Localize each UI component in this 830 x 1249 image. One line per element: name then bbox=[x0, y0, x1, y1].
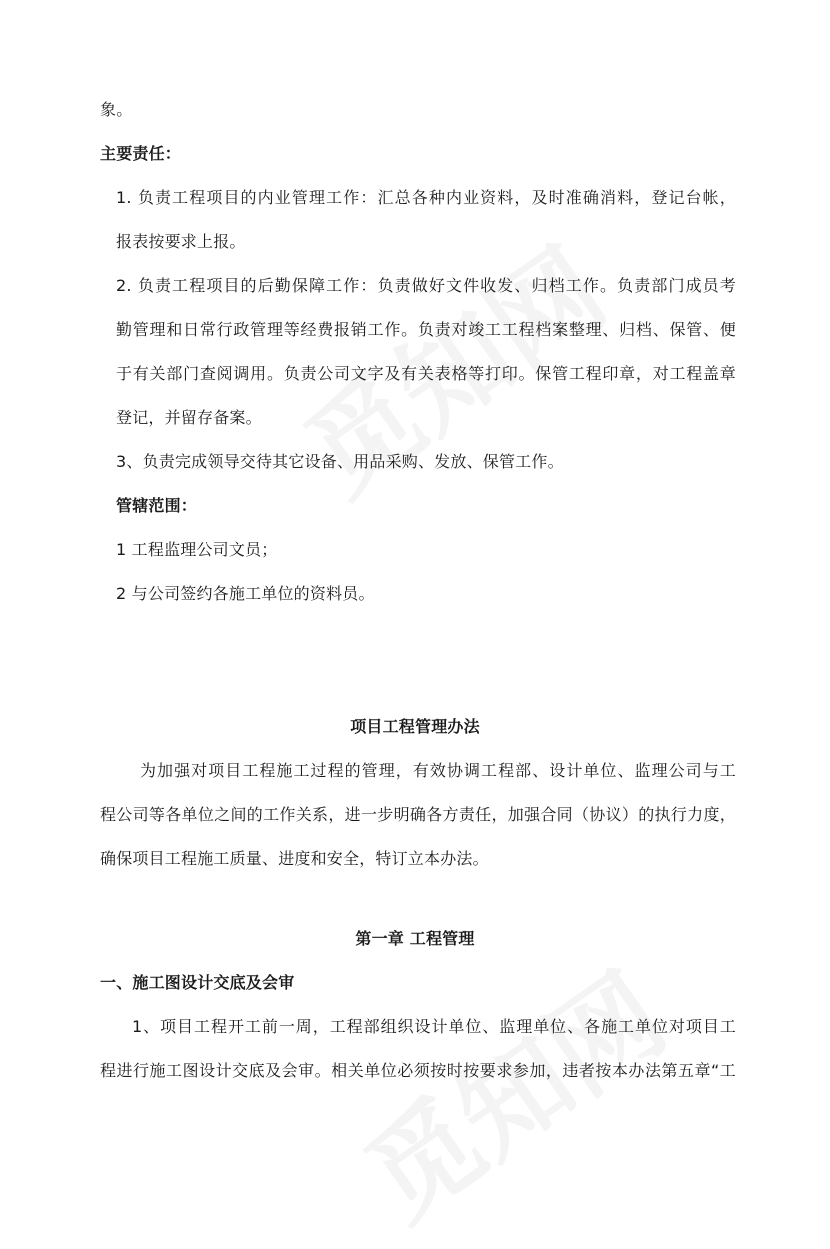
intro-paragraph-line-2: 程公司等各单位之间的工作关系，进一步明确各方责任，加强合同（协议）的执行力度， bbox=[100, 805, 736, 824]
heading-jurisdiction: 管辖范围： bbox=[116, 496, 198, 515]
heading-main-responsibilities: 主要责任： bbox=[100, 144, 182, 163]
responsibility-item-2-line-4: 登记，并留存备案。 bbox=[116, 408, 262, 427]
jurisdiction-item-1: 1 工程监理公司文员； bbox=[116, 540, 278, 559]
paragraph-tail: 象。 bbox=[100, 100, 133, 119]
subsection-paragraph-line-2: 程进行施工图设计交底及会审。相关单位必须按时按要求参加，违者按本办法第五章“工 bbox=[100, 1061, 736, 1080]
subsection-heading: 一、施工图设计交底及会审 bbox=[100, 973, 295, 992]
subsection-paragraph-line-1: 1、项目工程开工前一周，工程部组织设计单位、监理单位、各施工单位对项目工 bbox=[132, 1017, 736, 1036]
responsibility-item-2-line-3: 于有关部门查阅调用。负责公司文字及有关表格等打印。保管工程印章，对工程盖章 bbox=[116, 364, 736, 383]
responsibility-item-1-line-2: 报表按要求上报。 bbox=[116, 232, 246, 251]
jurisdiction-item-2: 2 与公司签约各施工单位的资料员。 bbox=[116, 584, 375, 603]
responsibility-item-3: 3、负责完成领导交待其它设备、用品采购、发放、保管工作。 bbox=[116, 452, 564, 471]
responsibility-item-2-line-2: 勤管理和日常行政管理等经费报销工作。负责对竣工工程档案整理、归档、保管、便 bbox=[116, 320, 736, 339]
chapter-title: 第一章 工程管理 bbox=[355, 929, 475, 948]
responsibility-item-1-line-1: 1. 负责工程项目的内业管理工作：汇总各种内业资料，及时准确消料，登记台帐， bbox=[116, 188, 736, 207]
intro-paragraph-line-3: 确保项目工程施工质量、进度和安全，特订立本办法。 bbox=[100, 849, 489, 868]
intro-paragraph-line-1: 为加强对项目工程施工过程的管理，有效协调工程部、设计单位、监理公司与工 bbox=[140, 761, 736, 780]
section-title: 项目工程管理办法 bbox=[350, 717, 480, 736]
watermark-bottom bbox=[330, 931, 691, 1249]
responsibility-item-2-line-1: 2. 负责工程项目的后勤保障工作：负责做好文件收发、归档工作。负责部门成员考 bbox=[116, 276, 736, 295]
